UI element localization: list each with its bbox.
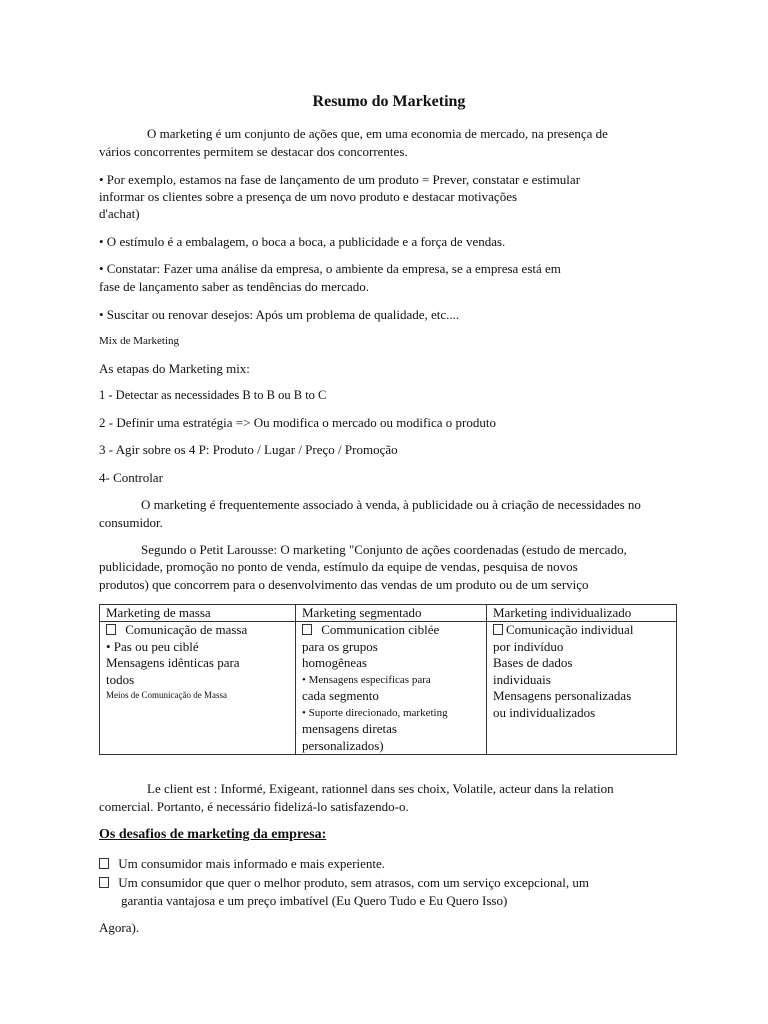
etapa-2: 2 - Definir uma estratégia => Ou modifica o mercado ou modifica o produto [99, 415, 496, 430]
cell-line: Meios de Comunicação de Massa [106, 690, 227, 700]
example-line-1: • Por exemplo, estamos na fase de lançamento de um produto = Prever, constatar e estimular [99, 172, 581, 187]
checkbox-bullet-icon [302, 624, 312, 635]
table-cell-individualizado [487, 622, 677, 755]
constatar-line-1: • Constatar: Fazer uma análise da empresa, o ambiente da empresa, se a empresa está em [99, 261, 561, 276]
constatar-line-2: fase de lançamento saber as tendências do mercado. [99, 279, 369, 294]
cell-line: por indivíduo [493, 638, 564, 654]
desafio-2 [99, 874, 589, 891]
example-line-2: informar os clientes sobre a presença de um novo produto e destacar motivações [99, 189, 518, 204]
table-header-cell: Marketing segmentado [296, 605, 487, 622]
larousse-line-3: produtos) que concorrem para o desenvolvimento das vendas de um produto ou de um serviço [99, 577, 589, 592]
table-header-cell: Marketing de massa [100, 605, 296, 622]
cell-line [302, 622, 480, 639]
table-header-cell: Marketing individualizado [487, 605, 677, 622]
cell-line: • Mensagens específicas para [302, 673, 431, 686]
cell-line: Mensagens personalizadas [493, 688, 632, 703]
mix-title: Mix de Marketing [99, 335, 180, 347]
associado-line-1: O marketing é frequentemente associado à venda, à publicidade ou à criação de necessidades no [141, 497, 641, 512]
cell-text: Comunicação de massa [125, 622, 248, 637]
cell-line: Mensagens idênticas para [106, 655, 240, 670]
etapas-title: As etapas do Marketing mix: [99, 361, 250, 376]
table-header-row [100, 605, 677, 622]
intro-line-2: vários concorrentes permitem se destacar dos concorrentes. [99, 144, 408, 159]
checkbox-bullet-icon [99, 877, 109, 888]
checkbox-bullet-icon [493, 624, 503, 635]
etapa-1: 1 - Detectar as necessidades B to B ou B to C [99, 388, 327, 402]
marketing-types-table [99, 604, 677, 755]
desafio-2-line-2: garantia vantajosa e um preço imbatível (Eu Quero Tudo e Eu Quero Isso) [121, 893, 508, 908]
cell-line: homogêneas [302, 655, 367, 670]
cell-line: personalizados) [302, 737, 384, 753]
cell-line [493, 622, 670, 639]
client-line-1: Le client est : Informé, Exigeant, rationnel dans ses choix, Volatile, acteur dans la relation [147, 781, 614, 796]
page-title: Resumo do Marketing [312, 93, 466, 110]
cell-line: individuais [493, 671, 551, 687]
cell-line: Bases de dados [493, 655, 573, 670]
larousse-line-2: publicidade, promoção no ponto de venda, estímulo da equipe de vendas, pesquisa de novos [99, 559, 578, 574]
larousse-line-1: Segundo o Petit Larousse: O marketing "Conjunto de ações coordenadas (estudo de mercado, [141, 542, 627, 557]
cell-line: cada segmento [302, 688, 379, 703]
table-row [100, 622, 677, 755]
cell-line: • Pas ou peu ciblé [106, 638, 199, 654]
cell-text: Communication ciblée [321, 622, 440, 637]
suscitar-line: • Suscitar ou renovar desejos: Após um problema de qualidade, etc.... [99, 307, 460, 322]
checkbox-bullet-icon [106, 624, 116, 635]
table-cell-massa [100, 622, 296, 755]
desafios-heading: Os desafios de marketing da empresa: [99, 827, 327, 842]
associado-line-2: consumidor. [99, 515, 163, 530]
checkbox-bullet-icon [99, 858, 109, 869]
table-cell-segmentado [296, 622, 487, 755]
cell-line: mensagens diretas [302, 721, 397, 736]
cell-line: todos [106, 671, 135, 687]
agora-line: Agora). [99, 920, 140, 935]
cell-line: para os grupos [302, 638, 378, 654]
example-line-3: d'achat) [99, 206, 140, 221]
cell-line: ou individualizados [493, 704, 596, 720]
cell-text: Comunicação individual [506, 622, 634, 637]
stimulus-line: • O estímulo é a embalagem, o boca a boca, a publicidade e a força de vendas. [99, 234, 506, 249]
etapa-3: 3 - Agir sobre os 4 P: Produto / Lugar / Preço / Promoção [99, 442, 398, 457]
cell-line: • Suporte direcionado, marketing [302, 706, 448, 719]
desafio-2-text: Um consumidor que quer o melhor produto, sem atrasos, com um serviço excepcional, um [118, 875, 590, 890]
desafio-1-text: Um consumidor mais informado e mais experiente. [118, 856, 386, 871]
cell-line [106, 622, 289, 639]
intro-line-1: O marketing é um conjunto de ações que, em uma economia de mercado, na presença de [147, 126, 608, 141]
client-line-2: comercial. Portanto, é necessário fidelizá-lo satisfazendo-o. [99, 799, 409, 814]
desafio-1 [99, 855, 385, 872]
etapa-4: 4- Controlar [99, 470, 163, 485]
